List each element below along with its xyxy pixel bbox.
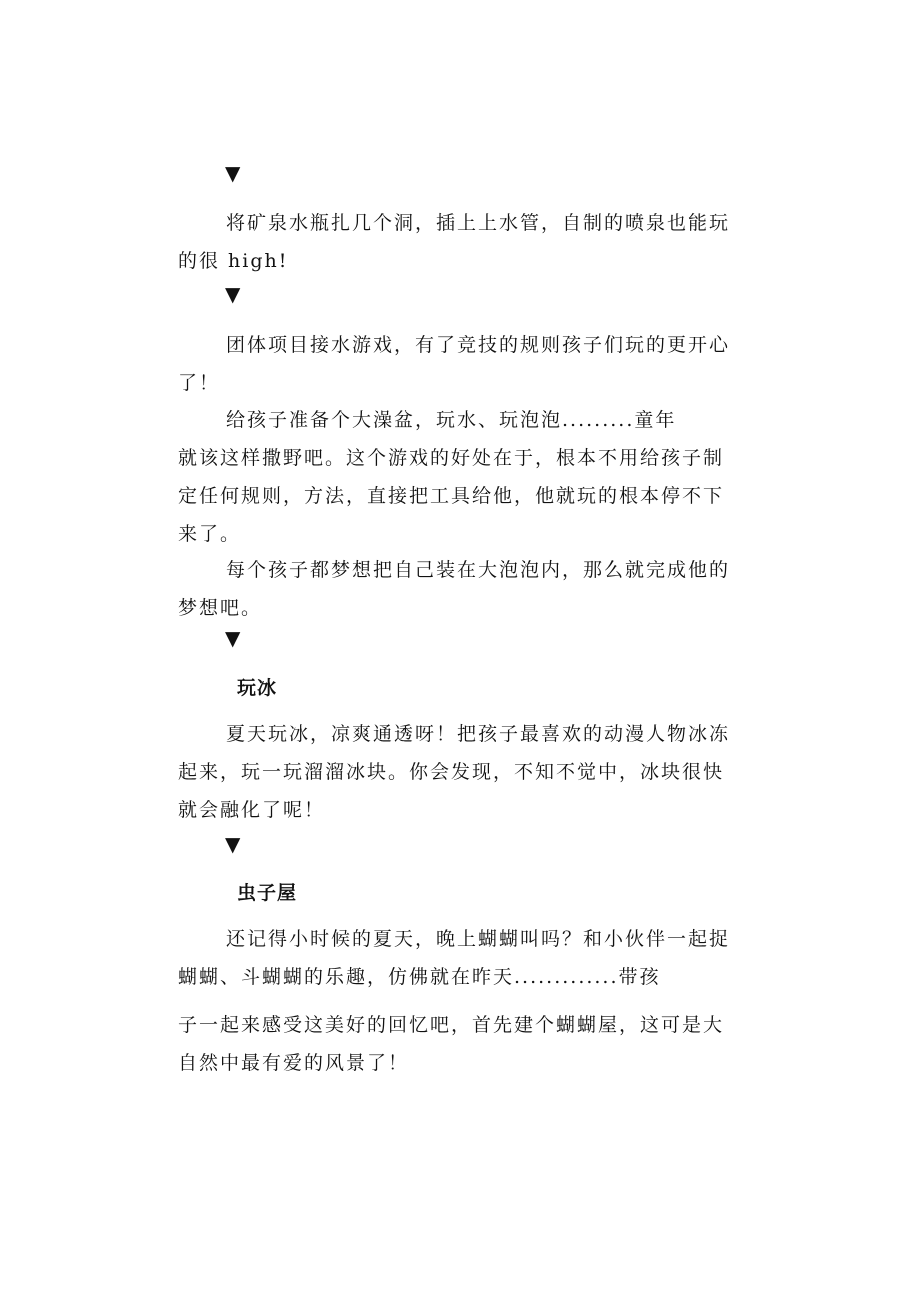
down-arrow-icon: ▼ xyxy=(225,282,241,306)
paragraph-bug-house xyxy=(178,924,744,1074)
paragraph-line: 夏天玩冰，凉爽通透呀！把孩子最喜欢的动漫人物冰冻 xyxy=(226,723,731,745)
section-heading-bug-house: 虫子屋 xyxy=(237,882,298,904)
paragraph-line: 还记得小时候的夏天，晚上蝴蝴叫吗？和小伙伴一起捉 xyxy=(226,928,731,950)
paragraph-line: 给孩子准备个大澡盆，玩水、玩泡泡.........童年 xyxy=(226,409,677,431)
section-heading-ice: 玩冰 xyxy=(237,677,278,699)
paragraph-bathtub xyxy=(178,405,744,545)
down-arrow-icon: ▼ xyxy=(225,161,241,185)
paragraph-line: 了！ xyxy=(178,372,221,394)
paragraph-line: 将矿泉水瓶扎几个洞，插上上水管，自制的喷泉也能玩 xyxy=(226,212,731,234)
paragraph-ice xyxy=(178,719,744,819)
paragraph-line: 梦想吧。 xyxy=(178,597,263,619)
paragraph-line: 蝴蝴、斗蝴蝴的乐趣，仿佛就在昨天.............带孩 xyxy=(178,966,661,988)
paragraph-bubble xyxy=(178,555,744,619)
down-arrow-icon: ▼ xyxy=(225,832,241,856)
paragraph-line: 的很 high! xyxy=(178,250,289,272)
paragraph-line: 就该这样撒野吧。这个游戏的好处在于，根本不用给孩子制 xyxy=(178,447,725,469)
paragraph-line: 团体项目接水游戏，有了竞技的规则孩子们玩的更开心 xyxy=(226,334,731,356)
paragraph-line: 就会融化了呢！ xyxy=(178,799,326,821)
paragraph-line: 每个孩子都梦想把自己装在大泡泡内，那么就完成他的 xyxy=(226,559,731,581)
paragraph-line: 自然中最有爱的风景了！ xyxy=(178,1052,410,1074)
paragraph-line: 起来，玩一玩溜溜冰块。你会发现，不知不觉中，冰块很快 xyxy=(178,761,725,783)
paragraph-line: 定任何规则，方法，直接把工具给他，他就玩的根本停不下 xyxy=(178,485,725,507)
paragraph-water-game xyxy=(178,330,744,394)
paragraph-fountain xyxy=(178,208,744,272)
down-arrow-icon: ▼ xyxy=(225,626,241,650)
paragraph-line: 来了。 xyxy=(178,523,242,545)
paragraph-line: 子一起来感受这美好的回忆吧，首先建个蝴蝴屋，这可是大 xyxy=(178,1014,725,1036)
